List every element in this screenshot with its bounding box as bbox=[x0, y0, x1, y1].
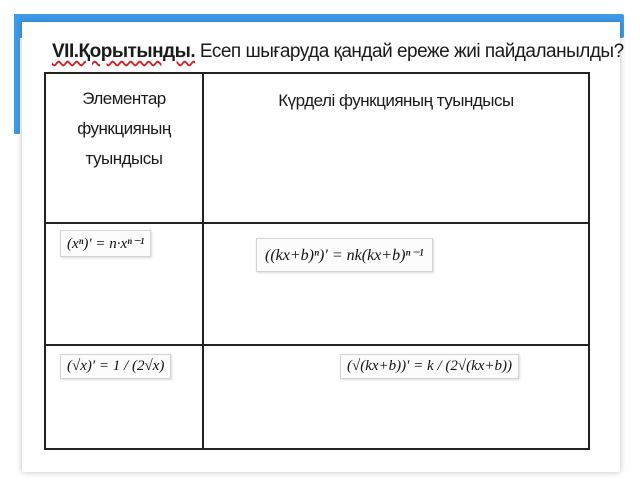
header-cell-composite bbox=[203, 73, 589, 223]
derivative-rules-table bbox=[44, 72, 590, 450]
slide-title bbox=[52, 40, 624, 64]
header-cell-elementary bbox=[45, 73, 203, 223]
table-row bbox=[45, 223, 589, 345]
table-row bbox=[45, 345, 589, 449]
sqrt-rule-formula: (√x)′ = 1 / (2√x) bbox=[60, 354, 171, 379]
title-lead: VII.Қорытынды. bbox=[52, 41, 196, 62]
header-elementary: Элементар функцияның туындысы bbox=[77, 89, 171, 168]
table-cell bbox=[45, 223, 203, 345]
table-cell bbox=[203, 345, 589, 449]
power-rule-formula: (xⁿ)′ = n·xⁿ⁻¹ bbox=[60, 230, 151, 257]
table-cell bbox=[203, 223, 589, 345]
composite-power-rule-formula: ((kx+b)ⁿ)′ = nk(kx+b)ⁿ⁻¹ bbox=[256, 238, 433, 272]
accent-side-bar bbox=[14, 14, 20, 134]
table-cell bbox=[45, 345, 203, 449]
composite-sqrt-rule-formula: (√(kx+b))′ = k / (2√(kx+b)) bbox=[340, 354, 519, 379]
table-header-row bbox=[45, 73, 589, 223]
title-question: Есеп шығаруда қандай ереже жиі пайдаланылды? bbox=[195, 41, 624, 62]
header-composite: Күрделі функцияның туындысы bbox=[278, 91, 514, 110]
